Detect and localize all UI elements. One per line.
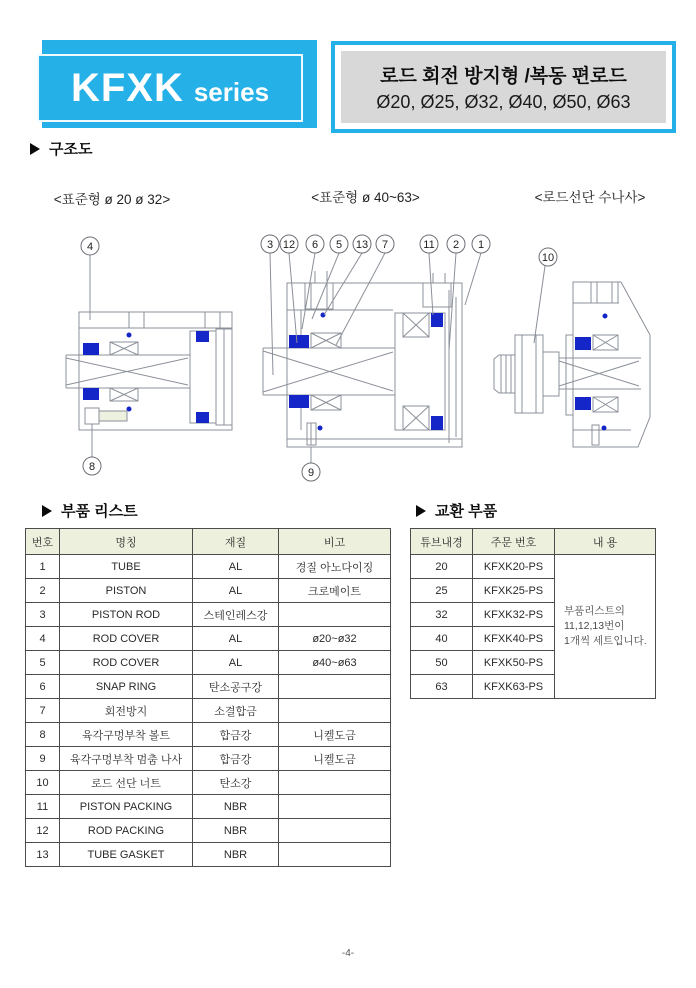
rod-bushing bbox=[110, 342, 138, 401]
cell-no: 4 bbox=[26, 627, 60, 651]
table-row bbox=[26, 747, 391, 771]
replacement-parts-table bbox=[410, 528, 656, 699]
cell-order-no: KFXK40-PS bbox=[473, 627, 555, 651]
cell-remark: ø20~ø32 bbox=[279, 627, 391, 651]
callout-3-label: 3 bbox=[266, 239, 274, 251]
note-line-1: 부품리스트의 bbox=[564, 604, 625, 617]
cell-remark bbox=[279, 795, 391, 819]
cell-remark: 니켈도금 bbox=[279, 723, 391, 747]
cell-name: 회전방지 bbox=[60, 699, 193, 723]
arrow-right-icon bbox=[30, 143, 40, 155]
table-row bbox=[26, 819, 391, 843]
table-row bbox=[26, 675, 391, 699]
callout-11-label: 11 bbox=[423, 239, 435, 251]
replacement-heading-label: 교환 부품 bbox=[435, 503, 498, 520]
rod-bushing bbox=[593, 335, 618, 412]
cell-material: AL bbox=[193, 555, 279, 579]
diagram3-caption: <로드선단 수나사> bbox=[534, 190, 646, 205]
set-screw bbox=[592, 425, 599, 445]
diagram-rod-end-male-thread bbox=[491, 225, 696, 485]
cell-name: TUBE bbox=[60, 555, 193, 579]
callout-5-label: 5 bbox=[335, 239, 343, 251]
callout-10 bbox=[534, 248, 557, 343]
col-header-content: 내 용 bbox=[555, 529, 656, 555]
cell-no: 3 bbox=[26, 603, 60, 627]
cell-no: 5 bbox=[26, 651, 60, 675]
table-row bbox=[26, 771, 391, 795]
replacement-note bbox=[555, 555, 656, 699]
table-row bbox=[26, 699, 391, 723]
cell-remark bbox=[279, 603, 391, 627]
product-title-box bbox=[331, 41, 676, 133]
tube-gasket-dot bbox=[603, 314, 608, 319]
tube-gasket-dot bbox=[127, 333, 132, 338]
parts-list-heading-label: 부품 리스트 bbox=[61, 503, 138, 520]
structure-heading-label: 구조도 bbox=[49, 141, 93, 158]
cell-no: 7 bbox=[26, 699, 60, 723]
cell-no: 2 bbox=[26, 579, 60, 603]
cell-remark: ø40~ø63 bbox=[279, 651, 391, 675]
cell-material: NBR bbox=[193, 819, 279, 843]
note-line-2: 11,12,13번이 bbox=[564, 619, 625, 632]
cell-name: PISTON PACKING bbox=[60, 795, 193, 819]
piston-wear-ring bbox=[403, 313, 429, 430]
cell-name: 육각구멍부착 멈춤 나사 bbox=[60, 747, 193, 771]
cell-material: NBR bbox=[193, 843, 279, 867]
cell-no: 13 bbox=[26, 843, 60, 867]
col-header-order-no: 주문 번호 bbox=[473, 529, 555, 555]
piston-packing-seals bbox=[196, 331, 209, 423]
table-row bbox=[26, 555, 391, 579]
callout-6-label: 6 bbox=[311, 239, 319, 251]
cell-remark bbox=[279, 771, 391, 795]
structure-section-heading bbox=[30, 138, 92, 159]
cell-order-no: KFXK20-PS bbox=[473, 555, 555, 579]
table-header-row bbox=[26, 529, 391, 555]
table-row bbox=[26, 843, 391, 867]
callout-8 bbox=[83, 424, 101, 475]
series-banner bbox=[37, 54, 303, 122]
cell-material: AL bbox=[193, 651, 279, 675]
arrow-right-icon bbox=[416, 505, 426, 517]
cell-no: 8 bbox=[26, 723, 60, 747]
parts-list-table bbox=[25, 528, 391, 867]
cell-bore: 25 bbox=[411, 579, 473, 603]
cell-name: 로드 선단 너트 bbox=[60, 771, 193, 795]
diagram-standard-20-32 bbox=[50, 225, 260, 485]
product-title-panel bbox=[341, 51, 666, 123]
cell-remark bbox=[279, 819, 391, 843]
cell-order-no: KFXK32-PS bbox=[473, 603, 555, 627]
table-header-row bbox=[411, 529, 656, 555]
hex-socket-bolt bbox=[85, 408, 127, 424]
callout-4 bbox=[81, 237, 99, 320]
cell-name: TUBE GASKET bbox=[60, 843, 193, 867]
cell-bore: 63 bbox=[411, 675, 473, 699]
cell-material: 탄소공구강 bbox=[193, 675, 279, 699]
cylinder-section-drawing bbox=[66, 312, 232, 430]
cell-material: AL bbox=[193, 579, 279, 603]
tube-gasket-dot bbox=[318, 426, 323, 431]
cell-name: PISTON ROD bbox=[60, 603, 193, 627]
cell-name: PISTON bbox=[60, 579, 193, 603]
table-row bbox=[26, 723, 391, 747]
callout-8-label: 8 bbox=[88, 461, 96, 473]
callout-1-label: 1 bbox=[477, 239, 485, 251]
cell-remark: 경질 아노다이징 bbox=[279, 555, 391, 579]
table-row bbox=[26, 627, 391, 651]
cell-bore: 32 bbox=[411, 603, 473, 627]
col-header-material: 재질 bbox=[193, 529, 279, 555]
parts-list-heading bbox=[42, 500, 138, 521]
table-row bbox=[26, 603, 391, 627]
cell-no: 10 bbox=[26, 771, 60, 795]
cell-material: 탄소강 bbox=[193, 771, 279, 795]
cell-order-no: KFXK50-PS bbox=[473, 651, 555, 675]
cell-order-no: KFXK63-PS bbox=[473, 675, 555, 699]
cell-remark bbox=[279, 675, 391, 699]
callout-13-label: 13 bbox=[355, 239, 369, 251]
cell-no: 6 bbox=[26, 675, 60, 699]
replacement-parts-heading bbox=[416, 500, 497, 521]
callout-7-label: 7 bbox=[381, 239, 389, 251]
arrow-right-icon bbox=[42, 505, 52, 517]
piston-packing-seals bbox=[431, 313, 443, 430]
diagram2-caption: <표준형 ø 40~63> bbox=[311, 190, 420, 205]
table-row bbox=[26, 579, 391, 603]
cell-remark: 니켈도금 bbox=[279, 747, 391, 771]
callout-12-label: 12 bbox=[282, 239, 296, 251]
page-number: -4- bbox=[341, 948, 355, 959]
cell-remark bbox=[279, 699, 391, 723]
cell-bore: 50 bbox=[411, 651, 473, 675]
cell-material: AL bbox=[193, 627, 279, 651]
cell-material: 합금강 bbox=[193, 747, 279, 771]
note-line-3: 1개씩 세트입니다. bbox=[564, 635, 647, 648]
series-name: KFXK bbox=[70, 66, 184, 110]
cell-name: ROD PACKING bbox=[60, 819, 193, 843]
rod-packing-seals bbox=[83, 343, 99, 400]
cell-no: 12 bbox=[26, 819, 60, 843]
col-header-no: 번호 bbox=[26, 529, 60, 555]
product-title: 로드 회전 방지형 /복동 편로드 bbox=[380, 66, 627, 87]
cell-name: ROD COVER bbox=[60, 627, 193, 651]
col-header-remark: 비고 bbox=[279, 529, 391, 555]
table-row bbox=[26, 795, 391, 819]
cell-remark bbox=[279, 843, 391, 867]
diagram-standard-40-63 bbox=[253, 225, 493, 485]
tube-gasket-dot bbox=[602, 426, 607, 431]
cell-material: NBR bbox=[193, 795, 279, 819]
diagram1-caption: <표준형 ø 20 ø 32> bbox=[53, 192, 171, 207]
cell-name: SNAP RING bbox=[60, 675, 193, 699]
cell-name: ROD COVER bbox=[60, 651, 193, 675]
cell-bore: 20 bbox=[411, 555, 473, 579]
callout-2-label: 2 bbox=[452, 239, 460, 251]
product-sizes: Ø20, Ø25, Ø32, Ø40, Ø50, Ø63 bbox=[376, 92, 631, 112]
cell-remark: 크로메이트 bbox=[279, 579, 391, 603]
callout-10-label: 10 bbox=[541, 252, 555, 264]
rod-packing-seals bbox=[289, 335, 309, 408]
cell-order-no: KFXK25-PS bbox=[473, 579, 555, 603]
callout-4-label: 4 bbox=[86, 241, 94, 253]
rod-packing-seals bbox=[575, 337, 591, 410]
cell-material: 스테인레스강 bbox=[193, 603, 279, 627]
cell-material: 합금강 bbox=[193, 723, 279, 747]
table-row bbox=[411, 555, 656, 579]
cell-name: 육각구멍부착 볼트 bbox=[60, 723, 193, 747]
col-header-bore: 튜브내경 bbox=[411, 529, 473, 555]
cell-no: 9 bbox=[26, 747, 60, 771]
cell-material: 소결합금 bbox=[193, 699, 279, 723]
rod-end-section-drawing bbox=[494, 282, 650, 447]
rod-end-nut bbox=[515, 335, 543, 413]
callout-9 bbox=[302, 447, 320, 481]
col-header-name: 명칭 bbox=[60, 529, 193, 555]
cell-bore: 40 bbox=[411, 627, 473, 651]
series-suffix: series bbox=[193, 77, 270, 107]
cell-no: 11 bbox=[26, 795, 60, 819]
table-row bbox=[26, 651, 391, 675]
callout-9-label: 9 bbox=[307, 467, 315, 479]
cell-no: 1 bbox=[26, 555, 60, 579]
